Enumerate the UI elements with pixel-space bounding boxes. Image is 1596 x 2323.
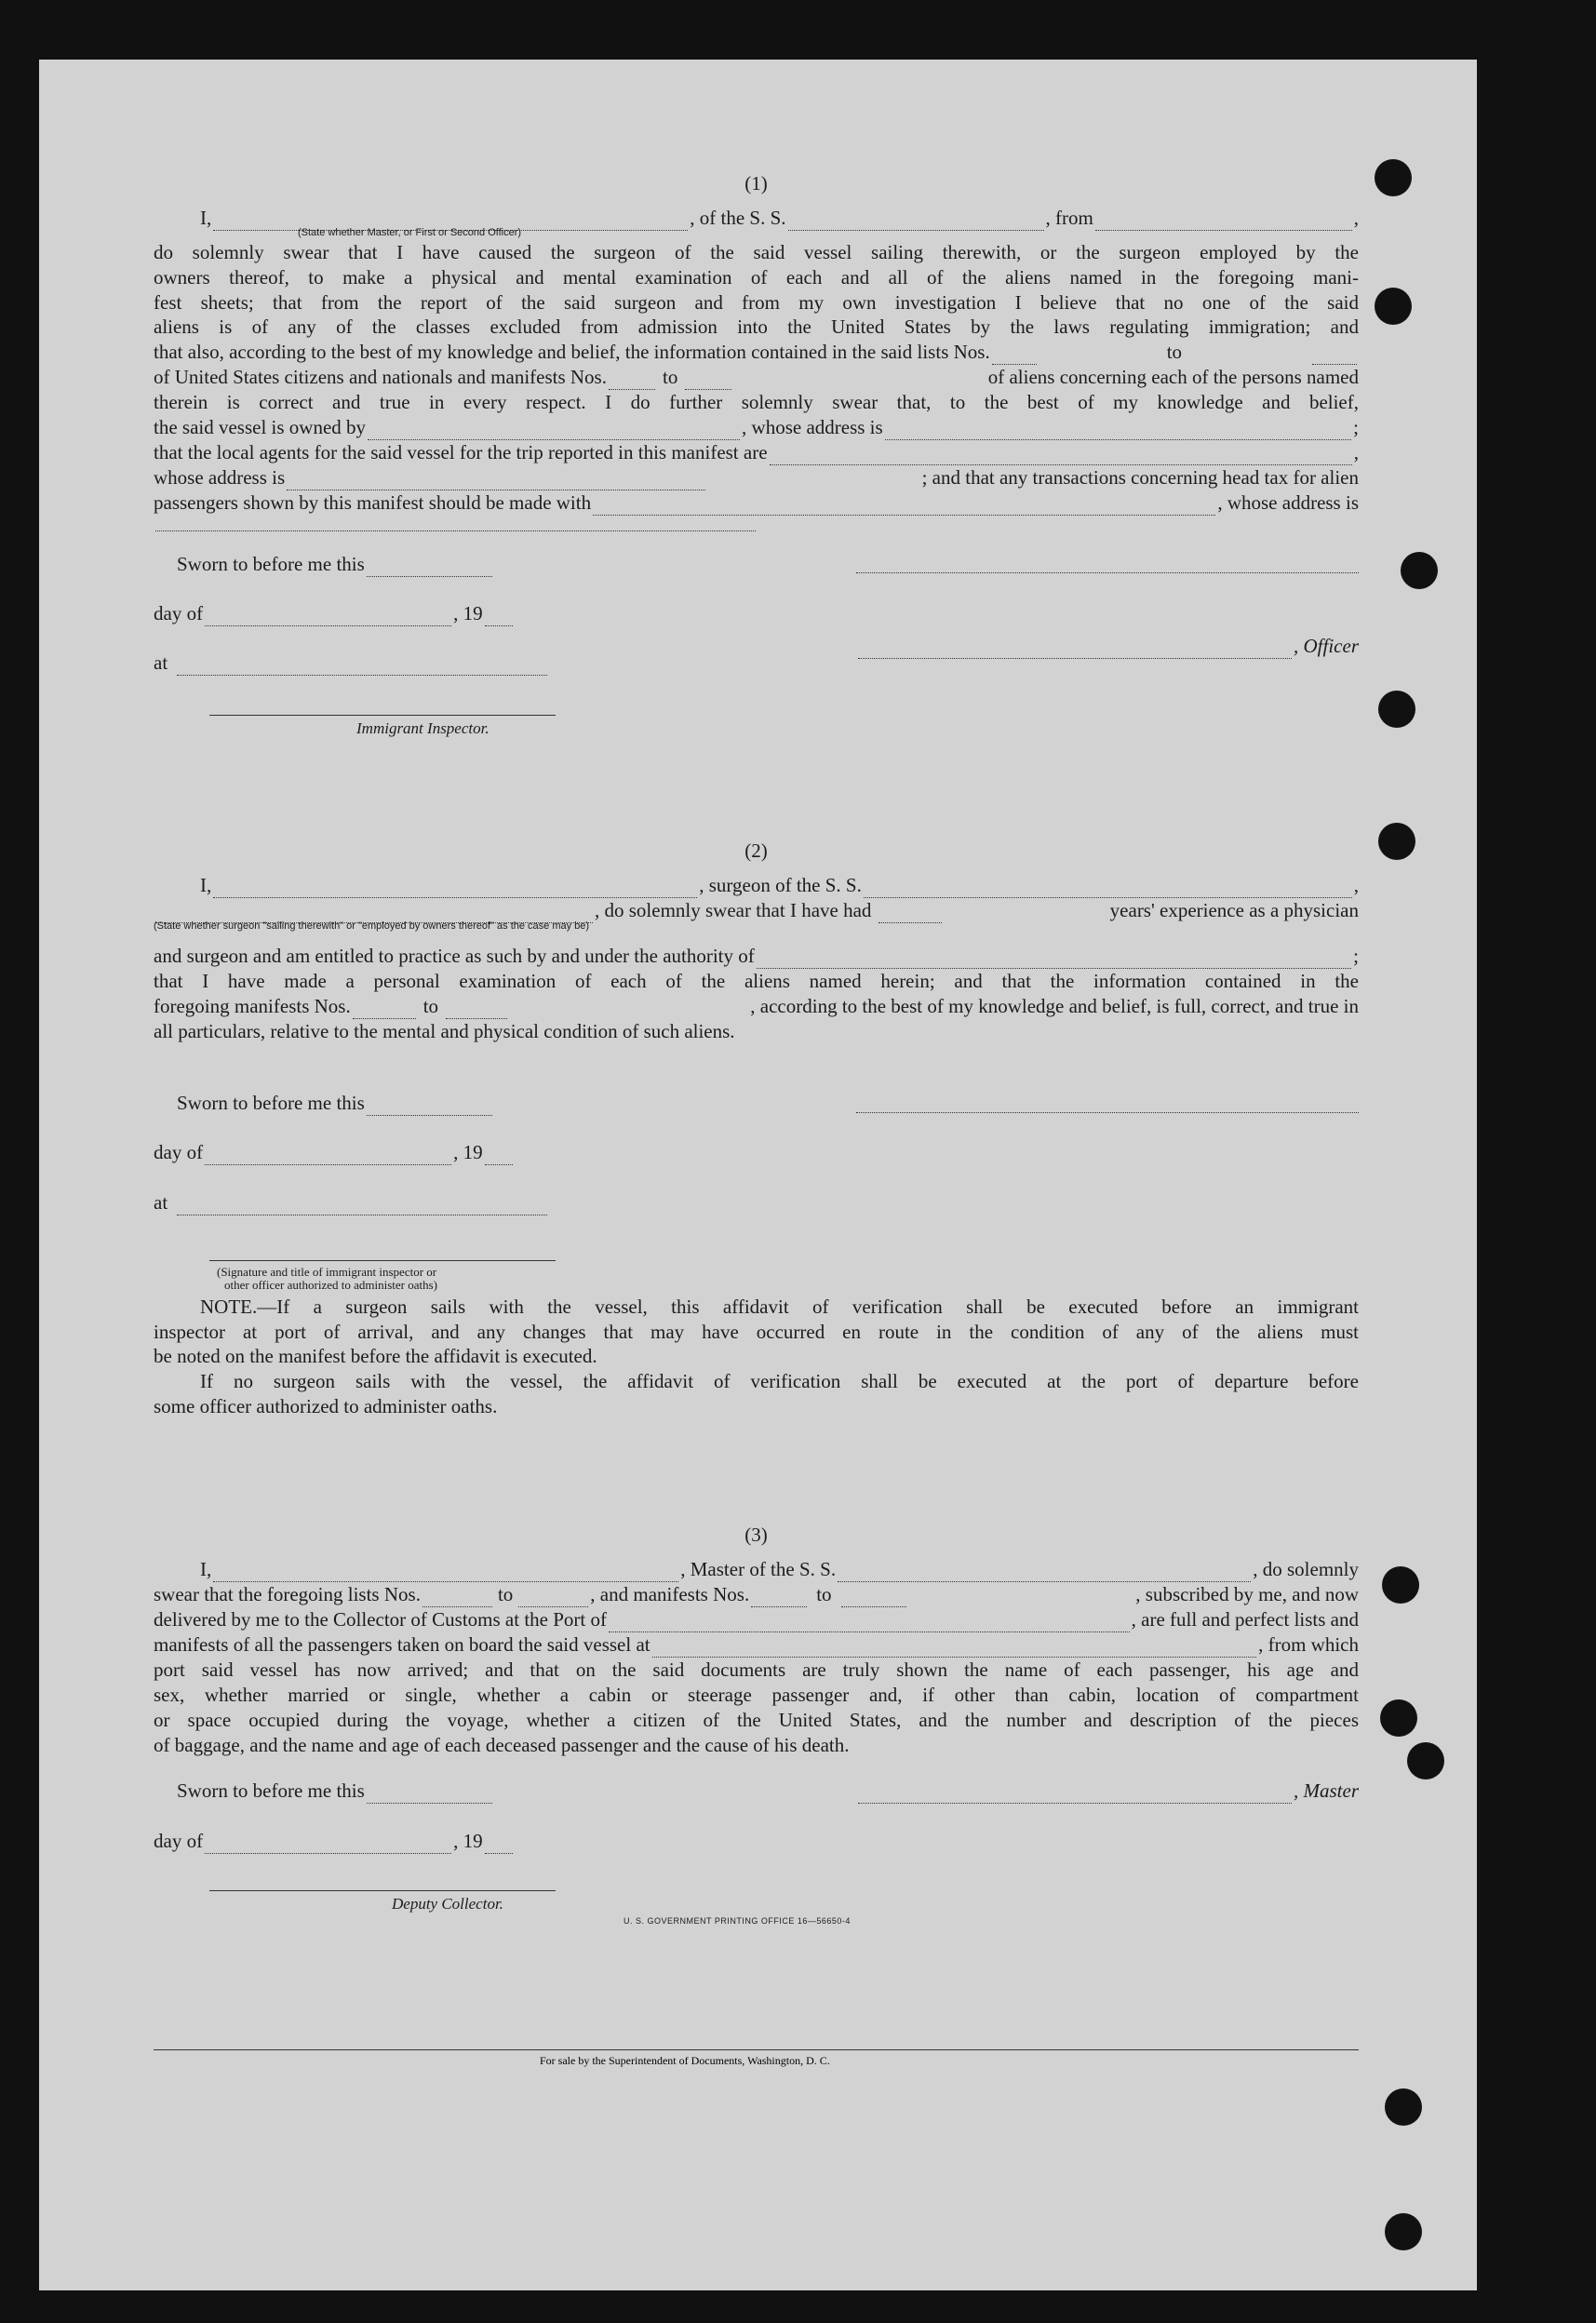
sworn-date-field[interactable] [367, 561, 492, 577]
section-3-number: (3) [744, 1524, 768, 1547]
s2-line-4: that I have made a personal examination of each of the aliens named herein; and that the information contained in the [154, 969, 1359, 992]
owner-address-field[interactable] [885, 424, 1351, 440]
ship-name-field[interactable] [788, 215, 1044, 231]
s1-line-1: I, , of the S. S. , from , [200, 207, 1359, 229]
day-of-field[interactable] [205, 611, 451, 626]
s3-manifests-from-field[interactable] [751, 1591, 807, 1607]
s2-manifests-from-field[interactable] [353, 1003, 416, 1019]
s1-line-11: whose address is ; and that any transactions concerning head tax for alien [154, 465, 1359, 489]
s3-year-field[interactable] [485, 1838, 513, 1854]
inspector-signature-line[interactable] [209, 715, 556, 716]
deputy-collector-signature-line[interactable] [209, 1890, 556, 1891]
s2-line-2: , do solemnly swear that I have had years' experience as a physician [154, 898, 1359, 923]
master-note: (State whether Master, or First or Second Officer) [298, 227, 522, 238]
section-1-number: (1) [744, 172, 768, 195]
port-field[interactable] [609, 1617, 1130, 1632]
binder-hole [1401, 552, 1438, 589]
surgeon-name-field[interactable] [213, 882, 697, 898]
head-tax-address-field[interactable] [155, 516, 756, 531]
affidavit-form [154, 172, 1359, 1926]
footer-rule [154, 2049, 1359, 2050]
binder-hole [1380, 1699, 1417, 1737]
local-agents-field[interactable] [770, 450, 1352, 465]
year-field[interactable] [485, 611, 513, 626]
officer-name-field[interactable] [858, 643, 1292, 659]
s1-line-12: passengers shown by this manifest should be made with , whose address is [154, 490, 1359, 514]
s1-line-8: therein is correct and true in every respect. I do further solemnly swear that, to the best of my knowledge and belief, [154, 391, 1359, 414]
head-tax-contact-field[interactable] [593, 500, 1215, 516]
s3-line-1: I, , Master of the S. S. , do solemnly [200, 1558, 1359, 1581]
s1-line-6: that also, according to the best of my knowledge and belief, the information contained in the said lists Nos. to [154, 340, 1359, 365]
s3-master-name-field[interactable] [213, 1566, 678, 1582]
boarding-port-field[interactable] [652, 1642, 1257, 1658]
binder-hole [1378, 823, 1415, 860]
surgeon-note: (State whether surgeon "sailing therewith" or "employed by owners thereof" as the case may be) [154, 920, 590, 932]
s3-lists-to-field[interactable] [518, 1591, 588, 1607]
s3-line-3: delivered by me to the Collector of Customs at the Port of , are full and perfect lists and [154, 1608, 1359, 1631]
surgeon-signature-line[interactable] [856, 1112, 1359, 1113]
printing-office-mark: U. S. GOVERNMENT PRINTING OFFICE 16—56650-4 [624, 1915, 851, 1926]
s2-day-of-field[interactable] [205, 1149, 451, 1165]
authority-field[interactable] [757, 953, 1351, 969]
s2-note-last: be noted on the manifest before the affidavit is executed. [154, 1345, 597, 1368]
s3-signature-block: Sworn to before me this , Master day of , 19 Deputy Collector. U. S. GOVERNMENT PRINTING OFFICE 16—56650-4 [154, 1779, 1359, 1926]
s2-line-3: and surgeon and am entitled to practice as such by and under the authority of ; [154, 944, 1359, 967]
manifests-to-field[interactable] [685, 374, 731, 390]
footer-text: For sale by the Superintendent of Documents, Washington, D. C. [540, 2054, 830, 2067]
agents-address-field[interactable] [287, 475, 705, 490]
binder-hole [1375, 288, 1412, 325]
s1-signature-block: Sworn to before me this day of , 19 , Officer at Immigrant Inspector. [154, 552, 1359, 737]
s1-line-7: of United States citizens and nationals and manifests Nos. to of aliens concerning each of the persons named [154, 366, 1359, 389]
s2-signature-note: (Signature and title of immigrant inspector or other officer authorized to administer oaths) [217, 1264, 437, 1292]
binder-hole [1378, 691, 1415, 728]
binder-hole [1382, 1566, 1419, 1604]
binder-hole [1385, 2213, 1422, 2250]
officer-signature-line[interactable] [856, 572, 1359, 573]
s1-line-10: that the local agents for the said vessel for the trip reported in this manifest are , [154, 440, 1359, 463]
s2-note-2: If no surgeon sails with the vessel, the affidavit of verification shall be executed at the port of departure before [200, 1370, 1359, 1393]
s3-day-of-field[interactable] [205, 1838, 451, 1854]
s2-note-2-last: some officer authorized to administer oaths. [154, 1395, 498, 1418]
s2-line-5: foregoing manifests Nos. to , according to the best of my knowledge and belief, is full, correct, and true in [154, 994, 1359, 1017]
at-place-field[interactable] [177, 660, 547, 676]
binder-hole [1407, 1742, 1444, 1779]
s2-at-place-field[interactable] [177, 1200, 547, 1215]
binder-hole [1375, 159, 1412, 196]
s2-signature-block: Sworn to before me this day of , 19 at (Signature and title of immigrant inspector or other officer authorized to administer oaths) [154, 1044, 1359, 1291]
s3-paragraph: port said vessel has now arrived; and that on the said documents are truly shown the name of each passenger, his age and sex, whether married or single, whether a cabin or steerage passenger and, if other than cabin, location of compartment or space occupied during the voyage, whether a citizen of the United States, and the number and description of the pieces [154, 1658, 1359, 1731]
s2-inspector-signature-line[interactable] [209, 1260, 556, 1261]
binder-hole [1385, 2088, 1422, 2126]
s3-lists-from-field[interactable] [422, 1591, 492, 1607]
s3-line-4: manifests of all the passengers taken on board the said vessel at , from which [154, 1633, 1359, 1657]
lists-to-field[interactable] [1312, 349, 1357, 365]
s2-ship-name-field[interactable] [864, 882, 1352, 898]
s2-line-6: all particulars, relative to the mental and physical condition of such aliens. [154, 1019, 735, 1042]
lists-from-field[interactable] [992, 349, 1037, 365]
s2-line-1: I, , surgeon of the S. S. , [200, 873, 1359, 896]
s2-year-field[interactable] [485, 1149, 513, 1165]
s3-manifests-to-field[interactable] [841, 1591, 906, 1607]
s3-line-2: swear that the foregoing lists Nos. to , and manifests Nos. to , subscribed by me, and now [154, 1583, 1359, 1606]
s3-paragraph-last: of baggage, and the name and age of each deceased passenger and the cause of his death. [154, 1733, 850, 1756]
master-signature-line[interactable] [858, 1788, 1292, 1804]
s2-sworn-date-field[interactable] [367, 1100, 492, 1116]
s3-sworn-date-field[interactable] [367, 1788, 492, 1804]
s2-note: NOTE.—If a surgeon sails with the vessel, this affidavit of verification shall be executed before an immigrant inspector at port of arrival, and any changes that may have occurred en route in the condition of any of the aliens must [154, 1295, 1359, 1343]
from-port-field[interactable] [1095, 215, 1352, 231]
s1-line-9: the said vessel is owned by , whose address is ; [154, 415, 1359, 438]
owner-field[interactable] [368, 424, 740, 440]
s3-ship-name-field[interactable] [838, 1566, 1251, 1582]
s1-line-13 [154, 516, 1359, 531]
manifests-from-field[interactable] [609, 374, 655, 390]
section-2-number: (2) [744, 839, 768, 862]
s2-manifests-to-field[interactable] [446, 1003, 507, 1019]
years-experience-field[interactable] [878, 907, 942, 923]
s1-paragraph: do solemnly swear that I have caused the surgeon of the said vessel sailing therewith, or the surgeon employed by the owners thereof, to make a physical and mental examination of each and all of the aliens named in the foregoing mani- fest sheets; that from the report of the said surgeon and from my own investigation I believe that no one of the said aliens is of any of the classes excluded from admission into the United States by the laws regulating immigration; and [154, 241, 1359, 339]
